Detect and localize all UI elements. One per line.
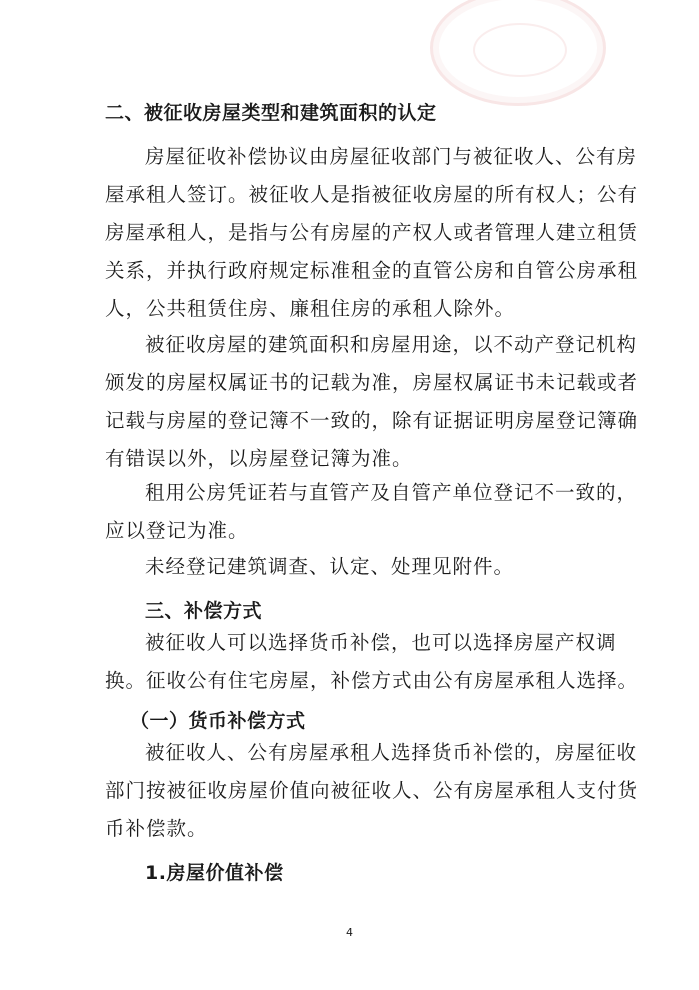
paragraph-line: 未经登记建筑调查、认定、处理见附件。	[145, 555, 515, 578]
paragraph-line: 有错误以外，以房屋登记簿为准。	[105, 447, 413, 470]
subsection-heading-3-1-1: 1.房屋价值补偿	[145, 862, 284, 884]
paragraph-line: 房屋征收补偿协议由房屋征收部门与被征收人、公有房	[145, 145, 638, 168]
paragraph-line: 屋承租人签订。被征收人是指被征收房屋的所有权人；公有	[105, 183, 639, 206]
paragraph-line: 房屋承租人，是指与公有房屋的产权人或者管理人建立租赁	[105, 221, 639, 244]
paragraph-5	[105, 624, 639, 700]
paragraph-6	[105, 734, 639, 848]
paragraph-line: 被征收人、公有房屋承租人选择货币补偿的，房屋征收	[145, 741, 638, 764]
official-seal-watermark	[430, 0, 606, 106]
page-number: 4	[346, 926, 353, 939]
paragraph-3	[105, 474, 638, 550]
section-heading-3: 三、补偿方式	[145, 600, 263, 622]
paragraph-line: 应以登记为准。	[105, 519, 249, 542]
paragraph-1	[105, 138, 639, 328]
paragraph-line: 关系，并执行政府规定标准租金的直管公房和自管公房承租	[105, 259, 639, 282]
paragraph-line: 部门按被征收房屋价值向被征收人、公有房屋承租人支付货	[105, 779, 639, 802]
paragraph-line: 币补偿款。	[105, 817, 208, 840]
paragraph-2	[105, 326, 639, 478]
paragraph-line: 颁发的房屋权属证书的记载为准，房屋权属证书未记载或者	[105, 371, 639, 394]
paragraph-line: 记载与房屋的登记簿不一致的，除有证据证明房屋登记簿确	[105, 409, 639, 432]
paragraph-4	[105, 548, 595, 586]
paragraph-line: 换。征收公有住宅房屋，补偿方式由公有房屋承租人选择。	[105, 669, 639, 692]
section-heading-2: 二、被征收房屋类型和建筑面积的认定	[105, 102, 437, 124]
subsection-heading-3-1: （一）货币补偿方式	[130, 710, 306, 732]
paragraph-line: 租用公房凭证若与直管产及自管产单位登记不一致的，	[145, 481, 638, 504]
paragraph-line: 人，公共租赁住房、廉租住房的承租人除外。	[105, 297, 516, 320]
paragraph-line: 被征收人可以选择货币补偿，也可以选择房屋产权调	[145, 631, 617, 654]
paragraph-line: 被征收房屋的建筑面积和房屋用途，以不动产登记机构	[145, 333, 638, 356]
